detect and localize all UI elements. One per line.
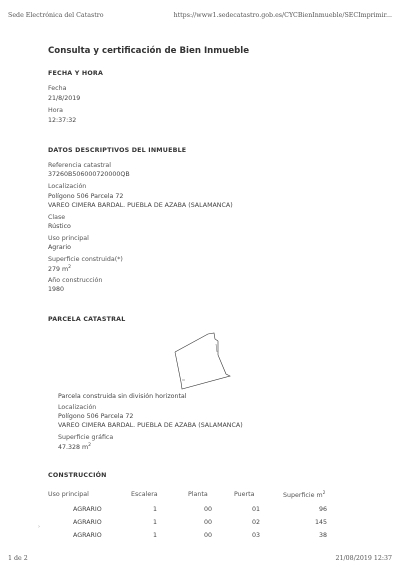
superficie-construida-value: 279 $m^2$ [48,265,72,274]
parcela-note: Parcela construida sin división horizontal [58,393,187,400]
table-cell: 38 [318,532,327,539]
table-cell: 00 [204,506,213,513]
parcel-map-outline [170,328,240,390]
superficie-grafica-label: Superficie gráfica [58,434,114,441]
table-cell: 02 [252,519,261,526]
section-fecha-hora-heading: FECHA Y HORA [48,70,104,77]
table-cell: 03 [252,532,261,539]
hora-label: Hora [48,107,64,114]
header-site-name: Sede Electrónica del Catastro [8,12,104,19]
referencia-value: 37260B506000720000QB [48,171,130,178]
hora-value: 12:37:32 [48,117,77,124]
table-cell: 1 [153,506,158,513]
table-cell: 145 [314,519,327,526]
parcela-localizacion-line1: Polígono 506 Parcela 72 [58,413,134,420]
clase-value: Rústico [48,223,71,230]
clase-label: Clase [48,214,66,221]
referencia-label: Referencia catastral [48,162,112,169]
column-escalera: Escalera [131,491,158,498]
section-datos-heading: DATOS DESCRIPTIVOS DEL INMUEBLE [48,147,187,154]
table-cell: AGRARIO [73,506,102,513]
footer-datetime: 21/08/2019 12:37 [335,555,392,562]
column-planta: Planta [188,491,208,498]
page-title: Consulta y certificación de Bien Inmueble [48,46,250,56]
fecha-value: 21/8/2019 [48,95,81,102]
parcela-localizacion-line2: VAREO CIMERA BARDAL. PUEBLA DE AZABA (SALAMANCA) [58,422,243,429]
superficie-construida-label: Superficie construida(*) [48,256,123,263]
superficie-grafica-value: 47.328 $m^2$ [58,443,92,452]
table-cell: 1 [153,532,158,539]
localizacion-line1: Polígono 506 Parcela 72 [48,193,124,200]
localizacion-line2: VAREO CIMERA BARDAL. PUEBLA DE AZABA (SALAMANCA) [48,202,233,209]
scan-mark: › [38,524,40,530]
section-construccion-heading: CONSTRUCCIÓN [48,472,107,479]
section-parcela-heading: PARCELA CATASTRAL [48,316,126,323]
table-cell: 00 [204,519,213,526]
column-puerta: Puerta [234,491,255,498]
table-cell: 96 [318,506,327,513]
fecha-label: Fecha [48,85,67,92]
parcela-localizacion-label: Localización [58,404,97,411]
table-cell: 01 [252,506,261,513]
table-cell: 1 [153,519,158,526]
column-superficie: Superficie $m^2$ [283,491,326,500]
header-url: https://www1.sedecatastro.gob.es/CYCBienInmueble/SECImprimir... [173,12,392,19]
footer-page-number: 1 de 2 [8,555,28,562]
table-cell: 00 [204,532,213,539]
table-cell: AGRARIO [73,519,102,526]
uso-label: Uso principal [48,235,89,242]
anio-construccion-label: Año construcción [48,277,103,284]
table-cell: AGRARIO [73,532,102,539]
anio-construccion-value: 1980 [48,286,65,293]
localizacion-label: Localización [48,183,87,190]
column-uso-principal: Uso principal [48,491,89,498]
uso-value: Agrario [48,244,71,251]
